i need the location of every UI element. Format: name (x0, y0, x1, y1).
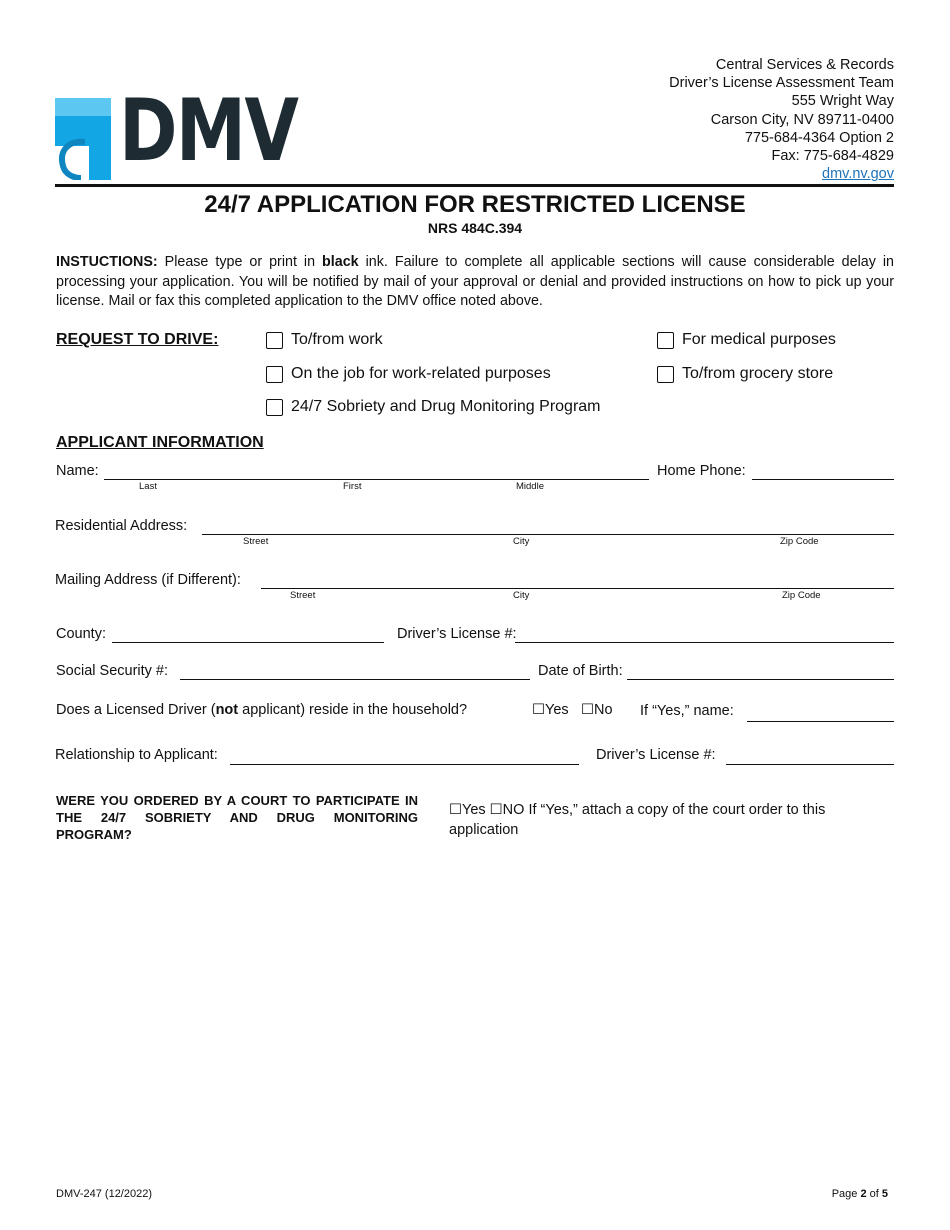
address-line: Fax: 775-684-4829 (771, 148, 894, 165)
website-link[interactable]: dmv.nv.gov (822, 166, 894, 183)
ssn-label: Social Security #: (56, 663, 169, 679)
dmv-logo-text: DMV (119, 81, 298, 181)
dmv-logo (55, 81, 298, 181)
instructions (56, 253, 894, 312)
court-order-answer[interactable]: ☐Yes ☐NO If “Yes,” attach a copy of the court order to this application (449, 802, 826, 838)
checkbox[interactable] (657, 366, 674, 383)
option-label: 24/7 Sobriety and Drug Monitoring Program (291, 398, 601, 415)
household-question-text: Does a Licensed Driver ( (56, 702, 216, 718)
option-medical[interactable] (657, 331, 836, 349)
drivers-license-label: Driver’s License #: (397, 626, 517, 642)
header-divider (55, 184, 894, 187)
instructions-text: Please type or print in (157, 254, 323, 270)
household-name-field[interactable] (747, 721, 894, 722)
court-order-question: WERE YOU ORDERED BY A COURT TO PARTICIPATE IN THE 24/7 SOBRIETY AND DRUG MONITORING PROGRAM? (56, 793, 418, 842)
option-work[interactable] (266, 331, 383, 349)
address-line: 775-684-4364 Option 2 (744, 129, 894, 146)
checkbox[interactable] (266, 399, 283, 416)
dmv-logo-mark (55, 96, 125, 180)
name-middle-caption: Middle (516, 481, 544, 492)
name-last-caption: Last (139, 481, 157, 492)
mail-street-caption: Street (290, 590, 316, 601)
household-question-bold: not (215, 702, 239, 718)
mail-city-caption: City (513, 590, 530, 601)
checkbox[interactable] (657, 332, 674, 349)
address-line: 555 Wright Way (791, 93, 894, 110)
option-grocery[interactable] (657, 365, 833, 383)
page-number (832, 1188, 888, 1200)
option-label: To/from grocery store (682, 365, 834, 382)
home-phone-label: Home Phone: (657, 463, 746, 479)
mail-zip-caption: Zip Code (782, 590, 821, 601)
form-id: DMV-247 (12/2022) (56, 1188, 152, 1200)
home-phone-field[interactable] (752, 479, 894, 480)
mailing-label: Mailing Address (if Different): (55, 572, 241, 588)
household-yes-checkbox[interactable]: ☐Yes (532, 702, 569, 718)
request-heading: REQUEST TO DRIVE: (56, 331, 219, 348)
checkbox[interactable] (266, 332, 283, 349)
option-label: On the job for work-related purposes (291, 365, 551, 382)
address-line: Central Services & Records (715, 57, 894, 73)
relationship-field[interactable] (230, 764, 579, 765)
household-no-checkbox[interactable]: ☐No (581, 702, 613, 718)
household-dl-field[interactable] (726, 764, 894, 765)
household-question (56, 702, 467, 718)
page-current: 2 (860, 1188, 867, 1200)
relationship-label: Relationship to Applicant: (55, 747, 218, 763)
name-label: Name: (56, 463, 99, 479)
res-street-caption: Street (243, 536, 269, 547)
option-job[interactable] (266, 365, 551, 383)
household-question-text: applicant) reside in the household? (238, 702, 468, 718)
applicant-heading: APPLICANT INFORMATION (56, 434, 264, 451)
instructions-label: INSTUCTIONS: (56, 254, 158, 270)
option-label: For medical purposes (682, 331, 836, 348)
dob-label: Date of Birth: (538, 663, 623, 679)
county-label: County: (56, 626, 106, 642)
residential-field[interactable] (202, 534, 894, 535)
drivers-license-field[interactable] (515, 642, 894, 643)
household-dl-label: Driver’s License #: (596, 747, 716, 763)
address-line: Driver’s License Assessment Team (669, 75, 894, 92)
res-zip-caption: Zip Code (780, 536, 819, 547)
page-total: 5 (881, 1188, 888, 1200)
instructions-bold: black (322, 254, 359, 270)
address-line: Carson City, NV 89711-0400 (710, 111, 894, 128)
option-label: To/from work (291, 331, 383, 348)
page-prefix: Page (831, 1188, 861, 1200)
page-mid: of (866, 1188, 882, 1200)
form-title: 24/7 APPLICATION FOR RESTRICTED LICENSE (204, 191, 746, 218)
residential-label: Residential Address: (55, 518, 188, 534)
res-city-caption: City (513, 536, 530, 547)
if-yes-name-label: If “Yes,” name: (640, 703, 734, 719)
option-program[interactable] (266, 398, 601, 416)
form-statute: NRS 484C.394 (427, 220, 523, 236)
checkbox[interactable] (266, 366, 283, 383)
county-field[interactable] (112, 642, 384, 643)
instructions-text: ink. Failure to complete all applicable sections will cause considerable delay in processing your application. You will be notified by mail of your approval or denial and provided instructions on how to pick up your license. Mail or fax this completed application to the DMV office noted above. (56, 254, 894, 309)
mailing-field[interactable] (261, 588, 894, 589)
office-address (669, 56, 894, 183)
name-field[interactable] (104, 479, 649, 480)
dob-field[interactable] (627, 679, 894, 680)
ssn-field[interactable] (180, 679, 530, 680)
name-first-caption: First (343, 481, 362, 492)
